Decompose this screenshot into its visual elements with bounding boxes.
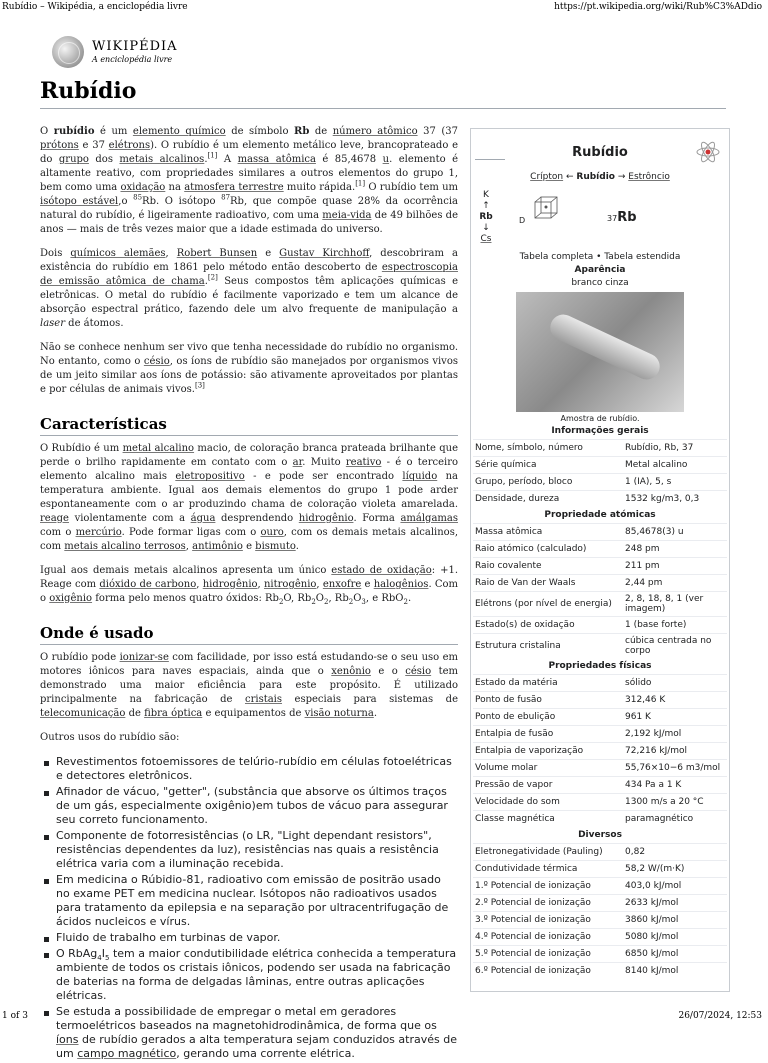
current-element: Rubídio [576, 172, 615, 182]
list-item: Componente de fotorresistências (o LR, "Light dependant resistors", resistências dependentes da luz), resistências nas quais a resistência elétrica varia com a iluminação recebida. [56, 829, 458, 871]
list-item: Revestimentos fotoemissores de telúrio-rubídio em células fotoelétricas e detectores eletrônicos. [56, 755, 458, 783]
table-row: Pressão de vapor 434 Pa a 1 K [473, 777, 727, 794]
table-row: 3.º Potencial de ionização 3860 kJ/mol [473, 912, 727, 929]
list-item: Em medicina o Rúbidio-81, radioativo com emissão de positrão usado no exame PET em medicina nuclear. Isótopos não radioativos usados para tratamento da epilepsia e na separação por ultracentrifugação de ácidos nucleicos e vírus. [56, 873, 458, 929]
table-row: 5.º Potencial de ionização 6850 kJ/mol [473, 946, 727, 963]
element-infobox [470, 128, 730, 992]
atom-icon [695, 139, 721, 165]
section-header-propriedades-atomicas: Propriedade atómicas [544, 510, 656, 520]
table-row: 1.º Potencial de ionização 403,0 kJ/mol [473, 878, 727, 895]
element-below[interactable]: Cs [480, 234, 492, 244]
next-element-link[interactable]: Estrôncio [628, 172, 670, 182]
group-column [479, 190, 493, 245]
section-header-propriedades-fisicas: Propriedades físicas [548, 661, 652, 671]
list-item: O $RbAg_4I_5$ tem a maior condutibilidade elétrica conhecida a temperatura ambiente de todos os cristais iônicos, podendo ser usada na fabricação de baterias na forma de delgadas lâminas, entre outras aplicações elétricas. [56, 947, 457, 1002]
down-arrow-icon: ↓ [482, 223, 490, 233]
table-row: Ponto de ebulição 961 K [473, 709, 727, 726]
table-row: Estado(s) de oxidação 1 (base forte) [473, 617, 727, 634]
table-row: Estado da matéria sólido [473, 675, 727, 692]
wikipedia-logo[interactable] [52, 36, 192, 70]
crystal-structure-icon [531, 194, 563, 222]
title-divider [40, 108, 726, 109]
list-item: Se estuda a possibilidade de empregar o metal em geradores termoelétricos baseados na magnetohidrodinâmica, de forma que os íons de rubídio gerados a alta temperatura sejam conduzidos através de um campo magnético, gerando uma corrente elétrica. [56, 1005, 457, 1060]
table-row: Elétrons (por nível de energia) 2, 8, 18, 8, 1 (ver imagem) [473, 592, 727, 617]
table-row: Ponto de fusão 312,46 K [473, 692, 727, 709]
rubidium-sample-image[interactable] [516, 292, 684, 412]
article-body [40, 125, 458, 1063]
table-row: Raio atómico (calculado) 248 pm [473, 541, 727, 558]
table-row: Raio covalente 211 pm [473, 558, 727, 575]
section-heading-onde-e-usado: Onde é usado [40, 626, 458, 645]
logo-tagline: A enciclopédia livre [92, 55, 173, 64]
left-arrow-icon: ← [565, 172, 574, 182]
element-above[interactable]: K [483, 190, 489, 200]
other-uses-intro: Outros usos do rubídio são: [40, 732, 180, 743]
up-arrow-icon: ↑ [482, 201, 490, 211]
logo-wordmark: WIKIPÉDIA [92, 39, 178, 54]
table-row: Eletronegatividade (Pauling) 0,82 [473, 844, 727, 861]
page-url[interactable]: https://pt.wikipedia.org/wiki/Rub%C3%ADdio [554, 2, 762, 12]
periodic-position [471, 186, 729, 252]
properties-table-physical [473, 674, 727, 827]
properties-table-general [473, 439, 727, 507]
characteristics-paragraph-1: O Rubídio é um metal alcalino macio, de coloração branca prateada brilhante que perde o brilho rapidamente em contato com o ar. Muito reativo - é o terceiro elemento alcalino mais eletropositivo - e pode ser encontrado líquido na temperatura ambiente. Igual aos demais elementos do grupo 1 pode arder espontaneamente com o ar produzindo chama de coloração violeta amarelada. reage violentamente com a água desprendendo hidrogênio. Forma amálgamas com o mercúrio. Pode formar ligas com o ouro, com os demais metais alcalinos, com metais alcalino terrosos, antimônio e bismuto. [40, 443, 459, 552]
table-row: 6.º Potencial de ionização 8140 kJ/mol [473, 963, 727, 980]
right-arrow-icon: → [617, 172, 626, 182]
atomic-number: 37 [607, 214, 618, 223]
table-row: Entalpia de vaporização 72,216 kJ/mol [473, 743, 727, 760]
characteristics-paragraph-2: Igual aos demais metais alcalinos apresenta um único estado de oxidação: +1. Reage com dióxido de carbono, hidrogênio, nitrogênio, enxofre e halogênios. Com o oxigênio forma pelo menos quatro óxidos: $Rb_2O$, $Rb_2O_2$, $Rb_2O_3$, e RbO$_2$. [40, 565, 459, 606]
table-row: Grupo, período, bloco 1 (IA), 5, s [473, 474, 727, 491]
list-item: Afinador de vácuo, "getter", (substância que absorve os últimos traços de um gás, especialmente oxigênio)em tubos de vácuo para assegurar seu correto funcionamento. [56, 785, 458, 827]
table-row: 2.º Potencial de ionização 2633 kJ/mol [473, 895, 727, 912]
table-row: Classe magnética paramagnético [473, 811, 727, 828]
print-header [0, 0, 768, 14]
intro-paragraph-3: Não se conhece nenhum ser vivo que tenha necessidade do rubídio no organismo. No entanto, como o césio, os íons de rubídio são manejados por organismos vivos de um jeito similar aos íons de potássio: são ativamente aproveitados por plantas e por células de animais vivos.[3] [40, 342, 458, 395]
usage-paragraph: O rubídio pode ionizar-se com facilidade, por isso está estudando-se o seu uso em motores iônicos para naves espaciais, ainda que o xenônio e o césio tem demonstrado uma maior eficiência para este propósito. É utilizado principalmente na fabricação de cristais especiais para sistemas de telecomunicação de fibra óptica e equipamentos de visão noturna. [40, 652, 458, 719]
uses-list [40, 755, 458, 1061]
print-datetime: 26/07/2024, 12:53 [678, 1011, 762, 1021]
table-row: 4.º Potencial de ionização 5080 kJ/mol [473, 929, 727, 946]
table-row: Massa atômica 85,4678(3) u [473, 524, 727, 541]
table-row: Densidade, dureza 1532 kg/m3, 0,3 [473, 491, 727, 508]
properties-table-atomic [473, 523, 727, 658]
table-row: Estrutura cristalina cúbica centrada no corpo [473, 634, 727, 659]
block-letter: D [519, 216, 526, 225]
table-links[interactable]: Tabela completa • Tabela estendida [519, 252, 681, 262]
properties-table-misc [473, 843, 727, 979]
infobox-divider [475, 159, 505, 160]
image-caption: Amostra de rubídio. [560, 414, 640, 423]
element-symbol: Rb [617, 210, 637, 225]
page-count: 1 of 3 [2, 1011, 28, 1021]
infobox-title: Rubídio [572, 145, 628, 160]
element-navigation [471, 172, 729, 182]
element-symbol-block [607, 210, 637, 225]
section-heading-caracteristicas: Características [40, 417, 458, 436]
table-row: Volume molar 55,76×10−6 m3/mol [473, 760, 727, 777]
section-header-informacoes-gerais: Informações gerais [551, 426, 649, 436]
table-row: Entalpia de fusão 2,192 kJ/mol [473, 726, 727, 743]
intro-paragraph-1: O rubídio é um elemento químico de símbolo Rb de número atômico 37 (37 prótons e 37 elétrons). O rubídio é um elemento metálico leve, brancoprateado e do grupo dos metais alcalinos.[1] A massa atômica é 85,4678 u. elemento é altamente reativo, com propriedades similares a outros elementos do grupo 1, bem como uma oxidação na atmosfera terrestre muito rápida.[1] O rubídio tem um isótopo estável,o $^{85}$Rb. O isótopo $^{87}$Rb, que compõe quase 28% da ocorrência natural do rubídio, é ligeiramente radioativo, com uma meia-vida de 49 bilhões de anos — mais de três vezes maior que a idade estimada do universo. [40, 126, 459, 235]
list-item: Fluido de trabalho em turbinas de vapor. [56, 931, 458, 945]
section-header-diversos: Diversos [578, 830, 622, 840]
table-row: Condutividade térmica 58,2 W/(m·K) [473, 861, 727, 878]
page-title: Rubídio [40, 78, 137, 104]
table-row: Velocidade do som 1300 m/s a 20 °C [473, 794, 727, 811]
element-self: Rb [479, 212, 493, 222]
appearance-value: branco cinza [571, 278, 629, 288]
appearance-header: Aparência [574, 265, 626, 275]
wikipedia-globe-icon [52, 36, 84, 68]
intro-paragraph-2: Dois químicos alemães, Robert Bunsen e Gustav Kirchhoff, descobriram a existência do rubídio em 1861 pelo método então descoberto de espectroscopia de emissão atômica de chama.[2] Seus compostos têm aplicações químicas e eletrônicas. O metal do rubídio é facilmente vaporizado e tem um alcance de absorção espectral prático, fazendo dele um alvo frequente de manipulação a laser de átomos. [40, 248, 458, 329]
page-title-header: Rubídio – Wikipédia, a enciclopédia livre [2, 2, 188, 12]
table-row: Raio de Van der Waals 2,44 pm [473, 575, 727, 592]
table-row: Nome, símbolo, número Rubídio, Rb, 37 [473, 440, 727, 457]
table-row: Série química Metal alcalino [473, 457, 727, 474]
prev-element-link[interactable]: Crípton [530, 172, 564, 182]
